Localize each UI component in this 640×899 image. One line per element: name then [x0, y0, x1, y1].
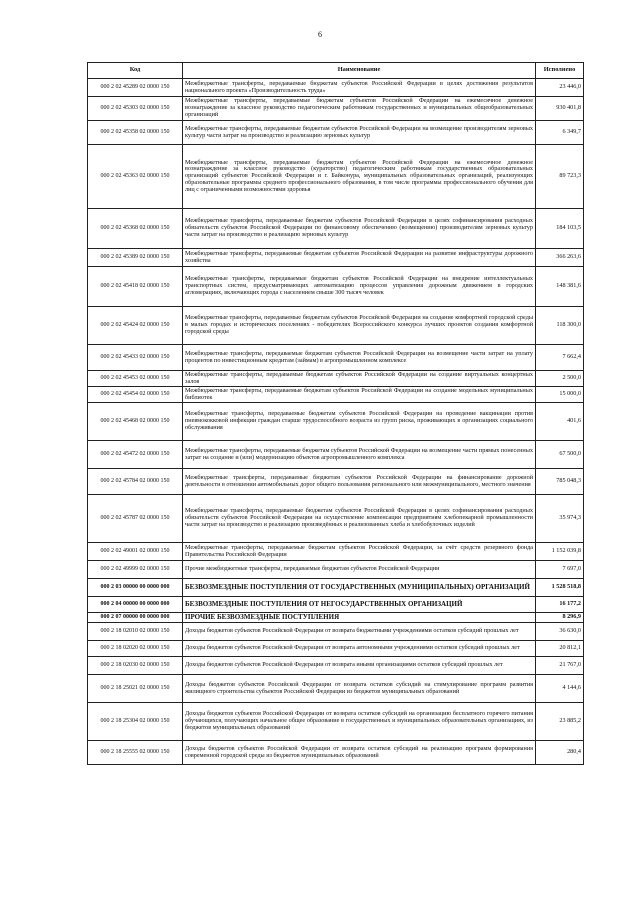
cell-code: 000 2 02 45453 02 0000 150 — [88, 371, 183, 387]
cell-value: 15 000,0 — [536, 387, 584, 403]
table-row — [88, 703, 584, 741]
cell-code: 000 2 02 45303 02 0000 150 — [88, 97, 183, 121]
table-row — [88, 543, 584, 561]
table-row — [88, 371, 584, 387]
table-row — [88, 79, 584, 97]
cell-code: 000 2 18 25021 02 0000 150 — [88, 675, 183, 703]
cell-code: 000 2 02 49999 02 0000 150 — [88, 561, 183, 579]
cell-name: Доходы бюджетов субъектов Российской Федерации от возврата иными организациями остатков субсидий прошлых лет — [183, 657, 536, 675]
header-name: Наименование — [183, 63, 536, 79]
cell-value: 1 528 518,8 — [536, 579, 584, 597]
cell-name: Прочие межбюджетные трансферты, передаваемые бюджетам субъектов Российской Федерации — [183, 561, 536, 579]
table-row — [88, 495, 584, 543]
cell-code: 000 2 07 00000 00 0000 000 — [88, 613, 183, 623]
table-row — [88, 741, 584, 765]
cell-code: 000 2 02 45784 02 0000 150 — [88, 469, 183, 495]
cell-name: Доходы бюджетов субъектов Российской Федерации от возврата остатков субсидий на организацию бесплатного горячего питания обучающихся, получающих начальное общее образование в государственных и муниципальных образовательных организациях, из бюджетов муниципальных образований — [183, 703, 536, 741]
cell-value: 785 048,3 — [536, 469, 584, 495]
cell-name: Межбюджетные трансферты, передаваемые бюджетам субъектов Российской Федерации на возмещение производителям зерновых культур части затрат на производство и реализацию зерновых культур — [183, 121, 536, 145]
cell-name: Межбюджетные трансферты, передаваемые бюджетам субъектов Российской Федерации на создание модельных муниципальных библиотек — [183, 387, 536, 403]
cell-value: 366 263,6 — [536, 249, 584, 267]
cell-name: Межбюджетные трансферты, передаваемые бюджетам субъектов Российской Федерации на развитие инфраструктуры дорожного хозяйства — [183, 249, 536, 267]
page-number: 6 — [318, 30, 322, 39]
cell-value: 35 974,3 — [536, 495, 584, 543]
cell-value: 8 296,9 — [536, 613, 584, 623]
cell-name: Доходы бюджетов субъектов Российской Федерации от возврата бюджетными учреждениями остатков субсидий прошлых лет — [183, 623, 536, 641]
table-row — [88, 121, 584, 145]
table-row — [88, 307, 584, 345]
cell-name: Межбюджетные трансферты, передаваемые бюджетам субъектов Российской Федерации в целях софинансирования расходных обязательств субъектов Российской Федерации на осуществление компенсации предприятиям хлебопекарной промышленности части затрат на производство и реализацию произведённых и реализованных хлеба и хлебобулочных изделий — [183, 495, 536, 543]
table-row — [88, 267, 584, 307]
header-value: Исполнено — [536, 63, 584, 79]
cell-code: 000 2 02 45363 02 0000 150 — [88, 145, 183, 209]
table-row — [88, 597, 584, 613]
cell-code: 000 2 02 45289 02 0000 150 — [88, 79, 183, 97]
cell-value: 7 662,4 — [536, 345, 584, 371]
cell-name: Межбюджетные трансферты, передаваемые бюджетам субъектов Российской Федерации на ежемесячное денежное вознаграждение за классное руководство (кураторство) педагогическим работникам государственных образовательных организаций субъектов Российской Федерации и г. Байконура, муниципальных образовательных организаций, реализующих образовательные программы среднего профессионального образования, в том числе программы профессионального обучения для лиц с ограниченными возможностями здоровья — [183, 145, 536, 209]
table-row — [88, 249, 584, 267]
cell-code: 000 2 02 49001 02 0000 150 — [88, 543, 183, 561]
cell-value: 20 812,1 — [536, 641, 584, 657]
cell-name: Межбюджетные трансферты, передаваемые бюджетам субъектов Российской Федерации на возмещение части прямых понесенных затрат на создание и (или) модернизацию объектов агропромышленного комплекса — [183, 441, 536, 469]
cell-name: Доходы бюджетов субъектов Российской Федерации от возврата автономными учреждениями остатков субсидий прошлых лет — [183, 641, 536, 657]
cell-value: 7 697,0 — [536, 561, 584, 579]
cell-code: 000 2 18 02010 02 0000 150 — [88, 623, 183, 641]
cell-code: 000 2 04 00000 00 0000 000 — [88, 597, 183, 613]
cell-value: 89 723,3 — [536, 145, 584, 209]
cell-name: Межбюджетные трансферты, передаваемые бюджетам субъектов Российской Федерации в целях достижения результатов национального проекта «Производительность труда» — [183, 79, 536, 97]
cell-name: Межбюджетные трансферты, передаваемые бюджетам субъектов Российской Федерации на ежемесячное денежное вознаграждение за классное руководство педагогическим работникам государственных и муниципальных общеобразовательных организаций — [183, 97, 536, 121]
cell-code: 000 2 02 45454 02 0000 150 — [88, 387, 183, 403]
table-row — [88, 387, 584, 403]
cell-name: Межбюджетные трансферты, передаваемые бюджетам субъектов Российской Федерации на проведение вакцинации против пневмококковой инфекции граждан старше трудоспособного возраста из групп риска, проживающих в организациях социального обслуживания — [183, 403, 536, 441]
cell-name: Доходы бюджетов субъектов Российской Федерации от возврата остатков субсидий на стимулирование программ развития жилищного строительства субъектов Российской Федерации из бюджетов муниципальных образований — [183, 675, 536, 703]
cell-value: 930 401,8 — [536, 97, 584, 121]
cell-value: 6 349,7 — [536, 121, 584, 145]
cell-value: 184 103,5 — [536, 209, 584, 249]
header-code: Код — [88, 63, 183, 79]
table-body — [88, 79, 584, 765]
cell-name: Межбюджетные трансферты, передаваемые бюджетам субъектов Российской Федерации на создание виртуальных концертных залов — [183, 371, 536, 387]
cell-value: 23 885,2 — [536, 703, 584, 741]
cell-code: 000 2 02 45433 02 0000 150 — [88, 345, 183, 371]
table-row — [88, 403, 584, 441]
table-row — [88, 441, 584, 469]
cell-code: 000 2 02 45424 02 0000 150 — [88, 307, 183, 345]
cell-name: Межбюджетные трансферты, передаваемые бюджетам субъектов Российской Федерации на создание комфортной городской среды в малых городах и исторических поселениях - победителях Всероссийского конкурса лучших проектов создания комфортной городской среды — [183, 307, 536, 345]
table-header-row — [88, 63, 584, 79]
cell-value: 21 767,0 — [536, 657, 584, 675]
cell-name: Межбюджетные трансферты, передаваемые бюджетам субъектов Российской Федерации на финансирование дорожной деятельности в отношении автомобильных дорог общего пользования регионального или межмуниципального, местного значения — [183, 469, 536, 495]
cell-code: 000 2 18 25304 02 0000 150 — [88, 703, 183, 741]
cell-code: 000 2 18 25555 02 0000 150 — [88, 741, 183, 765]
table-row — [88, 561, 584, 579]
cell-name: Межбюджетные трансферты, передаваемые бюджетам субъектов Российской Федерации на внедрение интеллектуальных транспортных систем, предусматривающих автоматизацию процессов управления дорожным движением в городских агломерациях, включающих города с населением свыше 300 тысяч человек — [183, 267, 536, 307]
table-row — [88, 623, 584, 641]
table-row — [88, 469, 584, 495]
cell-value: 1 152 039,8 — [536, 543, 584, 561]
cell-name: Межбюджетные трансферты, передаваемые бюджетам субъектов Российской Федерации, за счёт средств резервного фонда Правительства Российской Федерации — [183, 543, 536, 561]
cell-value: 2 500,0 — [536, 371, 584, 387]
cell-code: 000 2 02 45418 02 0000 150 — [88, 267, 183, 307]
table-row — [88, 145, 584, 209]
cell-code: 000 2 02 45472 02 0000 150 — [88, 441, 183, 469]
cell-code: 000 2 18 02020 02 0000 150 — [88, 641, 183, 657]
cell-name: Межбюджетные трансферты, передаваемые бюджетам субъектов Российской Федерации в целях софинансирования расходных обязательств субъектов Российской Федерации по финансовому обеспечению (возмещению) производителям зерновых культур части затрат на производство и реализацию зерновых культур — [183, 209, 536, 249]
cell-value: 401,6 — [536, 403, 584, 441]
table-row — [88, 345, 584, 371]
cell-value: 4 144,6 — [536, 675, 584, 703]
table-row — [88, 209, 584, 249]
table-row — [88, 657, 584, 675]
cell-code: 000 2 02 45787 02 0000 150 — [88, 495, 183, 543]
cell-name: Межбюджетные трансферты, передаваемые бюджетам субъектов Российской Федерации на возмещение части затрат на уплату процентов по инвестиционным кредитам (займам) в агропромышленном комплексе — [183, 345, 536, 371]
cell-value: 16 177,2 — [536, 597, 584, 613]
cell-value: 67 500,0 — [536, 441, 584, 469]
table-row — [88, 97, 584, 121]
cell-name: БЕЗВОЗМЕЗДНЫЕ ПОСТУПЛЕНИЯ ОТ ГОСУДАРСТВЕННЫХ (МУНИЦИПАЛЬНЫХ) ОРГАНИЗАЦИЙ — [183, 579, 536, 597]
cell-code: 000 2 03 00000 00 0000 000 — [88, 579, 183, 597]
table-row — [88, 675, 584, 703]
cell-value: 148 381,6 — [536, 267, 584, 307]
revenue-table — [87, 62, 584, 765]
table-row — [88, 641, 584, 657]
cell-code: 000 2 02 45368 02 0000 150 — [88, 209, 183, 249]
table-row — [88, 613, 584, 623]
cell-value: 36 630,0 — [536, 623, 584, 641]
cell-value: 118 300,0 — [536, 307, 584, 345]
cell-code: 000 2 02 45358 02 0000 150 — [88, 121, 183, 145]
cell-name: БЕЗВОЗМЕЗДНЫЕ ПОСТУПЛЕНИЯ ОТ НЕГОСУДАРСТВЕННЫХ ОРГАНИЗАЦИЙ — [183, 597, 536, 613]
cell-name: Доходы бюджетов субъектов Российской Федерации от возврата остатков субсидий на реализацию программ формирования современной городской среды из бюджетов муниципальных образований — [183, 741, 536, 765]
table-row — [88, 579, 584, 597]
cell-code: 000 2 02 45468 02 0000 150 — [88, 403, 183, 441]
cell-code: 000 2 18 02030 02 0000 150 — [88, 657, 183, 675]
cell-value: 280,4 — [536, 741, 584, 765]
cell-value: 23 446,0 — [536, 79, 584, 97]
cell-code: 000 2 02 45389 02 0000 150 — [88, 249, 183, 267]
cell-name: ПРОЧИЕ БЕЗВОЗМЕЗДНЫЕ ПОСТУПЛЕНИЯ — [183, 613, 536, 623]
